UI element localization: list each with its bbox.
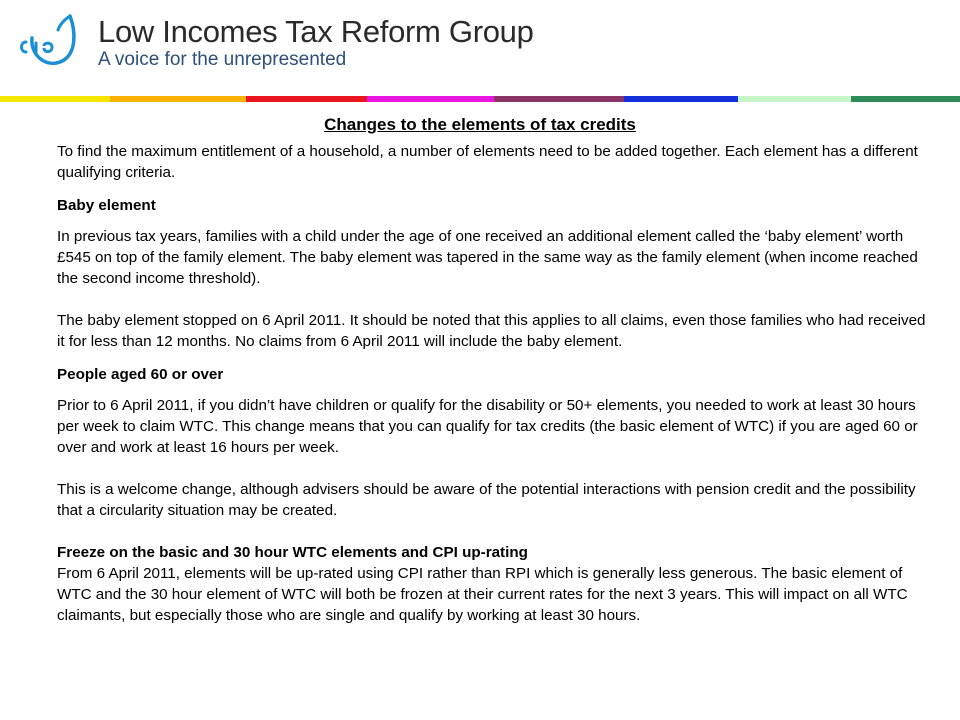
intro-paragraph: To find the maximum entitlement of a household, a number of elements need to be added together. Each element has a different qualifying criteria. — [57, 143, 918, 181]
baby-paragraph-2: The baby element stopped on 6 April 2011. It should be noted that this applies to all claims, even those families who had received it for less than 12 months. No claims from 6 April 2011 will include the baby element. — [57, 312, 926, 350]
page-title: Changes to the elements of tax credits — [324, 115, 636, 134]
freeze-paragraph-1: From 6 April 2011, elements will be up-rated using CPI rather than RPI which is generally less generous. The basic element of WTC and the 30 hour element of WTC will both be frozen at their current rates for the next 3 years. This will impact on all WTC claimants, but especially those who are single and qualify by working at least 30 hours. — [57, 565, 908, 624]
section-heading-baby: Baby element — [57, 197, 156, 214]
stripe-plum — [494, 96, 624, 102]
section-heading-freeze: Freeze on the basic and 30 hour WTC elements and CPI up-rating — [57, 544, 528, 561]
stripe-blue — [624, 96, 738, 102]
aged60-paragraph-1: Prior to 6 April 2011, if you didn’t have children or qualify for the disability or 50+ elements, you needed to work at least 30 hours per week to claim WTC. This change means that you can qualify for tax credits (the basic element of WTC) if you are aged 60 or over and work at least 16 hours per week. — [57, 397, 918, 456]
main-content — [57, 141, 937, 626]
section-heading-aged60: People aged 60 or over — [57, 366, 224, 383]
litrg-logo-icon — [12, 8, 82, 78]
color-stripe-bar — [0, 96, 960, 102]
stripe-mint — [738, 96, 851, 102]
stripe-red — [246, 96, 367, 102]
aged60-paragraph-2: This is a welcome change, although advisers should be aware of the potential interactions with pension credit and the possibility that a circularity situation may be created. — [57, 481, 916, 519]
tagline: A voice for the unrepresented — [98, 49, 347, 70]
header — [0, 0, 960, 96]
baby-paragraph-1: In previous tax years, families with a child under the age of one received an additional element called the ‘baby element’ worth £545 on top of the family element. The baby element was tapered in the same way as the family element (when income reached the second income threshold). — [57, 228, 918, 287]
stripe-magenta — [367, 96, 494, 102]
stripe-green — [851, 96, 960, 102]
stripe-yellow — [0, 96, 110, 102]
stripe-amber — [110, 96, 246, 102]
org-name: Low Incomes Tax Reform Group — [98, 14, 534, 49]
